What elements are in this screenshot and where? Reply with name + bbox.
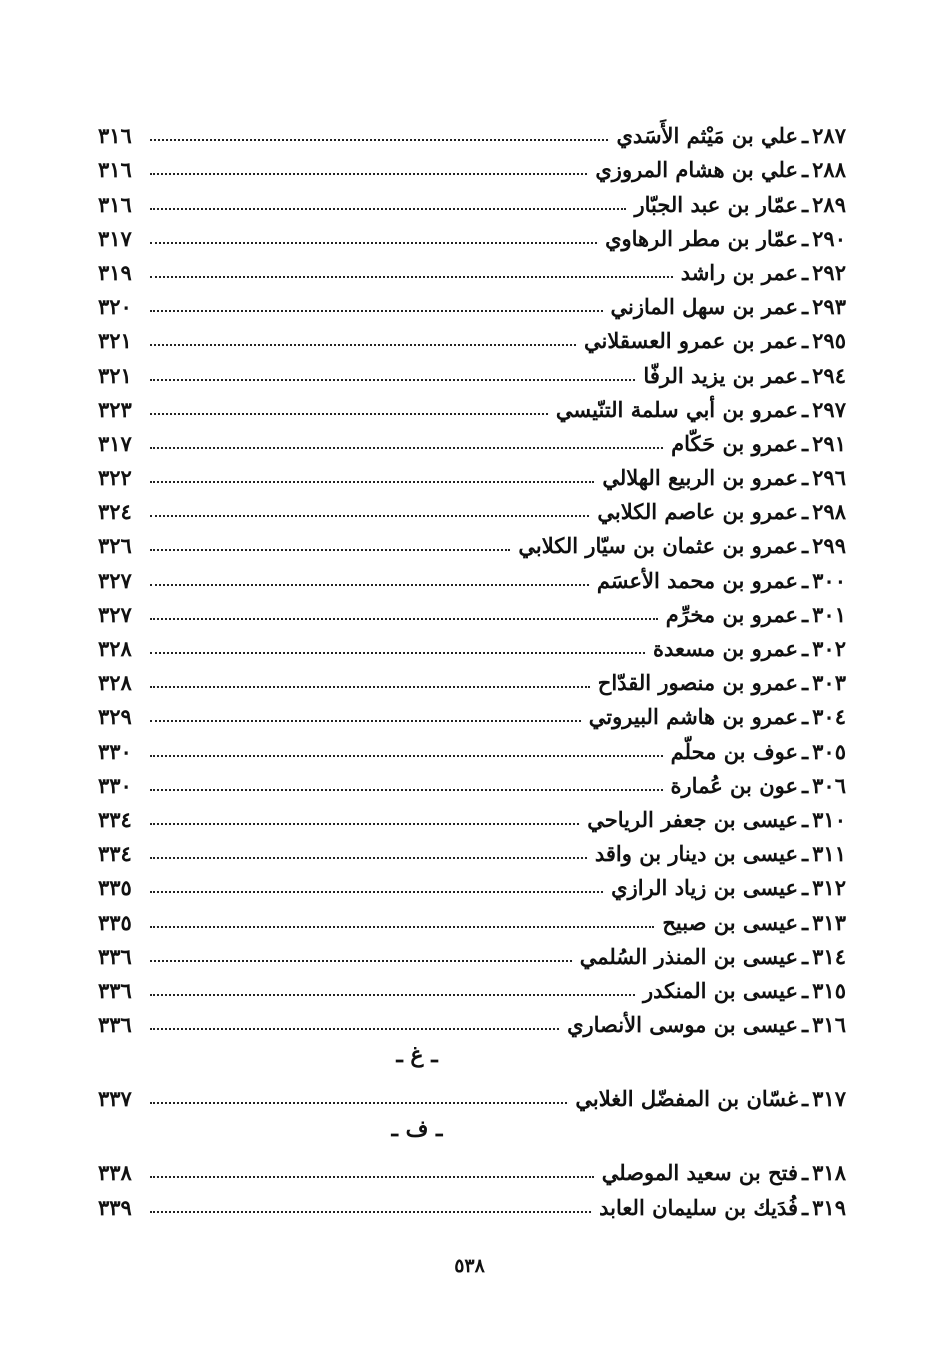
entry-page-ref: ٣٣٤: [98, 841, 132, 867]
dot-leader: [150, 618, 658, 620]
entry-page-ref: ٣٣٠: [98, 772, 132, 798]
index-entry: [98, 386, 846, 420]
index-entry: [98, 454, 846, 491]
index-entry: [98, 180, 846, 217]
entry-number: ٣٠٣: [812, 670, 846, 696]
entry-number: ٢٩٥: [812, 328, 846, 354]
page-number: ٥٣٨: [454, 1255, 485, 1277]
entry-number: ٢٩٣: [812, 294, 846, 320]
dot-leader: [150, 549, 510, 551]
index-entry: [98, 351, 846, 388]
dot-leader: [150, 789, 663, 791]
entry-separator: ـ: [802, 191, 809, 217]
entry-number: ٣١٥: [812, 977, 846, 1003]
entry-number: ٣١١: [812, 841, 846, 867]
entry-separator: ـ: [802, 328, 809, 354]
dot-leader: [150, 413, 548, 415]
entry-name: عمر بن يزيد الرفّا: [643, 362, 798, 388]
entry-separator: ـ: [802, 533, 809, 559]
entry-separator: ـ: [802, 1194, 809, 1220]
entry-number: ٢٩٦: [812, 465, 846, 491]
dot-leader: [150, 1028, 559, 1030]
index-entry: [98, 249, 846, 283]
entry-page-ref: ٣٣٧: [98, 1086, 132, 1112]
entry-page-ref: ٣٢٨: [98, 670, 132, 696]
index-entry: [98, 625, 846, 659]
entry-number: ٣٠١: [812, 601, 846, 627]
index-entry: [98, 1183, 846, 1220]
entry-number: ٣٠٢: [812, 636, 846, 661]
entry-separator: ـ: [802, 567, 809, 593]
entry-page-ref: ٣١٩: [98, 259, 132, 285]
dot-leader: [150, 584, 589, 586]
index-entry: [98, 830, 846, 867]
entry-name: عمرو بن أبي سلمة التنّيسي: [555, 396, 798, 422]
dot-leader: [150, 276, 673, 278]
entry-page-ref: ٣٢٤: [98, 499, 132, 525]
entry-page-ref: ٣٣٦: [98, 977, 132, 1003]
entry-page-ref: ٣٢٣: [98, 396, 132, 422]
dot-leader: [150, 857, 587, 859]
entry-separator: ـ: [802, 601, 809, 627]
index-entry: [98, 864, 846, 901]
entry-name: غسّان بن المفضّل الغلابي: [575, 1086, 798, 1112]
entry-separator: ـ: [802, 977, 809, 1003]
entry-name: عمر بن راشد: [680, 259, 798, 285]
entry-number: ٣١٤: [812, 943, 846, 969]
entry-page-ref: ٣١٧: [98, 225, 132, 251]
entry-name: عمر بن عمرو العسقلاني: [583, 328, 798, 354]
entry-name: عون بن عُمارة: [670, 772, 798, 798]
entry-separator: ـ: [802, 362, 809, 388]
entry-number: ٢٩١: [812, 430, 846, 456]
entry-page-ref: ٣٢٢: [98, 465, 132, 491]
dot-leader: [150, 1211, 591, 1213]
entry-separator: ـ: [802, 704, 809, 730]
entry-page-ref: ٣٢٧: [98, 567, 132, 593]
entry-page-ref: ٣٣٩: [98, 1194, 132, 1220]
entry-number: ٢٩٠: [812, 225, 846, 251]
index-entry: [98, 556, 846, 593]
entry-separator: ـ: [802, 1012, 809, 1038]
entry-name: علي بن مَيْثم الأَسَدي: [616, 123, 798, 149]
dot-leader: [150, 139, 608, 141]
entry-name: فتح بن سعيد الموصلي: [601, 1160, 798, 1186]
entry-number: ٢٨٩: [812, 191, 846, 217]
entry-number: ٣١٧: [812, 1086, 846, 1112]
index-entry: [98, 933, 846, 967]
index-entry: [98, 659, 846, 696]
entry-separator: ـ: [802, 806, 809, 832]
dot-leader: [150, 1176, 594, 1178]
dot-leader: [150, 994, 635, 996]
index-entry: [98, 112, 846, 149]
entry-separator: ـ: [802, 1086, 809, 1112]
entry-separator: ـ: [802, 1160, 809, 1186]
entry-number: ٣١٢: [812, 875, 846, 901]
index-entry: [98, 317, 846, 354]
index-entry: [98, 522, 846, 559]
index-entry: [98, 727, 846, 764]
index-entry: [98, 488, 846, 525]
dot-leader: [150, 823, 579, 825]
entry-separator: ـ: [802, 772, 809, 798]
entry-name: عمرو بن منصور القدّاح: [597, 670, 798, 696]
dot-leader: [150, 720, 581, 722]
entry-name: عيسى بن المنكدر: [642, 977, 798, 1003]
entry-number: ٢٩٢: [812, 259, 846, 285]
entry-page-ref: ٣٣٦: [98, 943, 132, 969]
entry-number: ٣٠٦: [812, 772, 846, 798]
entry-page-ref: ٣٣٥: [98, 875, 132, 901]
entry-number: ٢٨٨: [812, 157, 846, 183]
entry-separator: ـ: [802, 670, 809, 696]
index-entry: [98, 1149, 846, 1186]
entry-name: عيسى بن جعفر الرياحي: [587, 806, 798, 832]
entry-separator: ـ: [802, 875, 809, 901]
entry-name: عمّار بن عبد الجبّار: [634, 191, 798, 217]
entry-separator: ـ: [802, 909, 809, 935]
entry-separator: ـ: [802, 225, 809, 251]
dot-leader: [150, 515, 589, 517]
entry-name: فُدَيك بن سليمان العابد: [599, 1194, 798, 1220]
entry-name: علي بن هشام المروزي: [595, 157, 798, 183]
entry-separator: ـ: [802, 841, 809, 867]
index-entry: [98, 762, 846, 796]
dot-leader: [150, 960, 572, 962]
dot-leader: [150, 242, 597, 244]
entry-page-ref: ٣٢١: [98, 362, 132, 388]
entry-separator: ـ: [802, 465, 809, 491]
index-entry: [98, 898, 846, 935]
entry-page-ref: ٣١٦: [98, 191, 132, 217]
dot-leader: [150, 379, 635, 381]
entry-number: ٣١٩: [812, 1194, 846, 1220]
entry-separator: ـ: [802, 943, 809, 969]
dot-leader: [150, 310, 603, 312]
entry-number: ٣١٦: [812, 1012, 846, 1038]
entry-name: عيسى بن صبيح: [662, 909, 798, 935]
entry-name: عمرو بن عثمان بن سيّار الكلابي: [518, 533, 798, 559]
entry-name: عمّار بن مطر الرهاوي: [605, 225, 798, 251]
dot-leader: [150, 1102, 567, 1104]
dot-leader: [150, 891, 603, 893]
entry-page-ref: ٣٣٨: [98, 1160, 132, 1186]
entry-separator: ـ: [802, 636, 809, 661]
entry-name: عمرو بن مسعدة: [653, 636, 798, 661]
entry-number: ٣٠٥: [812, 738, 846, 764]
index-page: [98, 112, 846, 1218]
index-entry: [98, 1001, 846, 1038]
entry-number: ٣٠٠: [812, 567, 846, 593]
entry-name: عيسى بن موسى الأنصاري: [567, 1012, 798, 1038]
entry-name: عمرو بن محمد الأعسَم: [596, 567, 798, 593]
index-entry: [98, 1075, 846, 1112]
entry-page-ref: ٣٢٠: [98, 294, 132, 320]
entry-separator: ـ: [802, 499, 809, 525]
dot-leader: [150, 652, 645, 654]
entry-separator: ـ: [802, 294, 809, 320]
index-entry: [98, 215, 846, 249]
entry-page-ref: ٣٣٤: [98, 806, 132, 832]
letter-heading: ـ ف ـ: [391, 1116, 443, 1143]
entry-name: عيسى بن زياد الرازي: [611, 875, 798, 901]
entry-number: ٣١٣: [812, 909, 846, 935]
entry-page-ref: ٣٣٥: [98, 909, 132, 935]
entry-separator: ـ: [802, 123, 809, 149]
entry-number: ٣١٠: [812, 806, 846, 832]
entry-page-ref: ٣٣٠: [98, 738, 132, 764]
entry-name: عيسى بن دينار بن واقد: [594, 841, 798, 867]
entry-page-ref: ٣٢٨: [98, 636, 132, 661]
dot-leader: [150, 686, 590, 688]
entry-number: ٢٩٨: [812, 499, 846, 525]
entry-page-ref: ٣١٧: [98, 430, 132, 456]
entry-name: عمرو بن حَكّام: [671, 430, 798, 456]
dot-leader: [150, 344, 576, 346]
index-list: [98, 112, 846, 1218]
entry-name: عيسى بن المنذر السُلمي: [579, 943, 798, 969]
entry-page-ref: ٣٢١: [98, 328, 132, 354]
dot-leader: [150, 173, 587, 175]
index-entry: [98, 693, 846, 730]
entry-number: ٢٩٤: [812, 362, 846, 388]
dot-leader: [150, 755, 663, 757]
entry-name: عمرو بن مخرِّم: [665, 601, 798, 627]
entry-separator: ـ: [802, 157, 809, 183]
dot-leader: [150, 926, 654, 928]
entry-page-ref: ٣١٦: [98, 123, 132, 149]
entry-page-ref: ٣٢٩: [98, 704, 132, 730]
entry-name: عمرو بن عاصم الكلابي: [597, 499, 798, 525]
entry-separator: ـ: [802, 738, 809, 764]
entry-number: ٣١٨: [812, 1160, 846, 1186]
dot-leader: [150, 447, 663, 449]
entry-page-ref: ٣١٦: [98, 157, 132, 183]
entry-number: ٢٨٧: [812, 123, 846, 149]
entry-separator: ـ: [802, 396, 809, 422]
entry-number: ٣٠٤: [812, 704, 846, 730]
letter-heading: ـ غ ـ: [396, 1042, 438, 1069]
dot-leader: [150, 208, 626, 210]
dot-leader: [150, 481, 594, 483]
entry-number: ٢٩٧: [812, 396, 846, 422]
entry-page-ref: ٣٢٦: [98, 533, 132, 559]
index-entry: [98, 283, 846, 320]
entry-number: ٢٩٩: [812, 533, 846, 559]
index-entry: [98, 967, 846, 1001]
index-entry: [98, 796, 846, 830]
index-entry: [98, 591, 846, 625]
index-entry: [98, 420, 846, 454]
entry-name: عمر بن سهل المازني: [610, 294, 798, 320]
entry-name: عمرو بن الربيع الهلالي: [602, 465, 798, 491]
entry-page-ref: ٣٢٧: [98, 601, 132, 627]
entry-name: عوف بن محلّم: [670, 738, 798, 764]
entry-separator: ـ: [802, 259, 809, 285]
entry-separator: ـ: [802, 430, 809, 456]
entry-page-ref: ٣٣٦: [98, 1012, 132, 1038]
entry-name: عمرو بن هاشم البيروتي: [588, 704, 798, 730]
index-entry: [98, 146, 846, 183]
